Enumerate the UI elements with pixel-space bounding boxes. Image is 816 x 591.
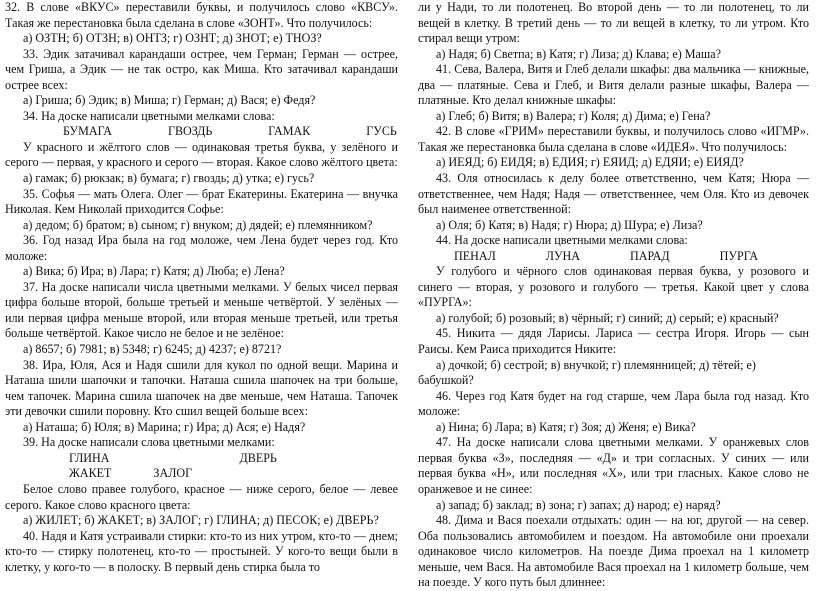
answer-options: а) Гриша; б) Эдик; в) Миша; г) Герман; д) Вася; е) Федя? <box>23 93 316 108</box>
answer-options: а) Наташа; б) Юля; в) Марина; г) Ира; д) Ася; е) Надя? <box>23 419 306 434</box>
question-text: У голубого и чёрного слов одинаковая первая буква, у розового и синего — вторая, у розового и голубого — третья. Какой цвет у слова «ПУРГА»: <box>418 264 809 310</box>
word-list <box>418 249 809 265</box>
answer-options: а) гамак; б) рюкзак; в) бумага; г) гвоздь; д) утка; е) гусь? <box>23 171 315 186</box>
word-item: ЛУНА <box>545 248 581 263</box>
word-list <box>5 466 398 482</box>
question-text: 37. На доске написали числа цветными мелками. У белых чисел первая цифра больше второй, больше третьей и меньше четвёртой. У зелёных — или первая цифра меньше второй, или вторая меньше третьей, или третья больше четвёртой. Какое число не белое и не зелёное: <box>5 279 398 341</box>
word-item: ПУРГА <box>719 248 759 263</box>
word-item: ПАРАД <box>630 248 670 263</box>
answer-options: а) Надя; б) Светпа; в) Катя; г) Лиза; д) Клава; е) Маша? <box>436 46 721 61</box>
question-text: 48. Дима и Вася поехали отдыхать: один — на юг, другой — на север. Оба пользовались автомобилем и поездом. На автомобиле они проехали одинаковое число километров. На поезде Дима проехал на 1 километр меньше, чем Вася. На автомобиле Вася проехал на 1 километр больше, чем на поезде. У кого путь был длиннее: <box>418 513 809 590</box>
word-item: ПЕНАЛ <box>454 248 496 263</box>
word-item: ГУСЬ <box>366 124 397 139</box>
answer-options: а) Нина; б) Лара; в) Катя; г) Зоя; д) Женя; е) Вика? <box>436 419 696 434</box>
answer-options: а) запад; б) заклад; в) зона; г) запах; д) народ; е) наряд? <box>436 497 721 512</box>
word-item: ЖАКЕТ <box>69 466 112 481</box>
question-text: 39. На доске написали слова цветными мелками: <box>23 435 275 450</box>
answer-options: а) Оля; б) Катя; в) Надя; г) Нюра; д) Шура; е) Лиза? <box>436 217 703 232</box>
word-item: ГВОЗДЬ <box>167 124 213 139</box>
answer-options: а) ОЗТН; б) ОТЗН; в) ОНТЗ; г) ОЗНТ; д) ЗНОТ; е) ТНОЗ? <box>23 31 322 46</box>
question-text: 42. В слове «ГРИМ» переставили буквы, и получилось слово «ИГМР». Такая же перестановка была сделана в слове «ИДЕЯ». Что получилось: <box>418 124 809 154</box>
answer-options: а) Вика; б) Ира; в) Лара; г) Катя; д) Люба; е) Лена? <box>23 264 285 279</box>
answer-options: а) Глеб; б) Витя; в) Валера; г) Коля; д) Дима; е) Гена? <box>436 108 711 123</box>
question-text: 46. Через год Катя будет на год старше, чем Лара была год назад. Кто моложе: <box>418 388 809 419</box>
question-text: 36. Год назад Ира была на год моложе, чем Лена будет через год. Кто моложе: <box>5 233 398 263</box>
answer-options: а) голубой; б) розовый; в) чёрный; г) синий; д) серый; е) красный? <box>436 310 779 325</box>
question-text: 40. Надя и Катя устраивали стирки: кто-то из них утром, кто-то — днем; кто-то — стирку полотенец, кто-то — простыней. У кого-то вещи были в клетку, у кого-то — в полоску. В первый день стирка была то <box>5 528 398 574</box>
question-text: 47. На доске написали слова цветными мелками. У оранжевых слов первая буква «З», последняя — «Д» и три согласных. У синих — или первая буква «Н», или последняя «Х», или три гласных. Какое слово не оранжевое и не синее: <box>418 435 809 496</box>
answer-options: а) ИЕЯД; б) ЕИДЯ; в) ЕДИЯ; г) ЕЯИД; д) ЕДЯИ; е) ЕИЯД? <box>436 155 744 170</box>
question-text: 38. Ира, Юля, Ася и Надя сшили для кукол по одной вещи. Марина и Наташа шили шапочки и тапочки. Наташа сшила шапочек на три больше, чем тапочек. Марина сшила шапочек на две меньше, чем Наташа. Тапочек эти девочки сшили поровну. Кто сшил вещей больше всех: <box>5 357 398 419</box>
question-text: Белое слово правее голубого, красное — ниже серого, белое — левее серого. Какое слово красного цвета: <box>5 481 398 512</box>
question-text: 43. Оля относилась к делу более ответственно, чем Катя; Нюра — ответственнее, чем Надя; Надя — ответственнее, чем Оля. Кто из девочек был наименее ответственной: <box>418 171 809 217</box>
right-column <box>418 0 809 591</box>
word-list <box>5 124 398 140</box>
question-text: ли у Нади, то ли полотенец. Во второй день — то ли полотенец, то ли вещей в клетку. В третий день — то ли вещей в клетку, то ли утром. Кто стирал вещи утром: <box>418 0 809 46</box>
left-column <box>5 0 398 575</box>
word-item: ГЛИНА <box>69 450 110 465</box>
question-text: 41. Сева, Валера, Витя и Глеб делали шкафы: два мальчика — книжные, два — платяные. Сева и Глеб, и Витя делали разные шкафы, Валера — платяные. Кто делал книжные шкафы: <box>418 62 809 108</box>
word-list <box>5 451 398 467</box>
question-text: 32. В слове «ВКУС» переставили буквы, и получилось слово «КВСУ». Такая же перестановка была сделана в слове «ЗОНТ». Что получилось: <box>5 0 398 30</box>
word-item: ГАМАК <box>268 124 311 139</box>
word-item: ДВЕРЬ <box>239 450 277 465</box>
word-item: ЗАЛОГ <box>153 466 193 481</box>
answer-options: а) ЖИЛЕТ; б) ЖАКЕТ; в) ЗАЛОГ; г) ГЛИНА; д) ПЕСОК; е) ДВЕРЬ? <box>23 513 379 528</box>
question-text: 44. На доске написали цветными мелками слова: <box>436 233 688 248</box>
answer-options: а) дедом; б) братом; в) сыном; г) внуком; д) дядей; е) племянником? <box>23 217 373 232</box>
question-text: У красного и жёлтого слов — одинаковая третья буква, у зелёного и серого — первая, у красного и серого — вторая. Какое слово жёлтого цвета: <box>5 139 398 170</box>
question-text: 33. Эдик затачивал карандаши острее, чем Герман; Герман — острее, чем Гриша, а Эдик — не так остро, как Миша. Кто затачивал карандаши острее всех: <box>5 46 398 92</box>
question-text: 34. На доске написали цветными мелками слова: <box>23 108 275 123</box>
question-text: 45. Никита — дядя Ларисы. Лариса — сестра Игоря. Игорь — сын Раисы. Кем Раиса приходится Никите: <box>418 326 809 357</box>
answer-options: а) дочкой; б) сестрой; в) внучкой; г) племянницей; д) тётей; е) бабушкой? <box>418 357 756 388</box>
answer-options: а) 8657; б) 7981; в) 5348; г) 6245; д) 4237; е) 8721? <box>23 342 282 357</box>
question-text: 35. Софья — мать Олега. Олег — брат Екатерины. Екатерина — внучка Николая. Кем Николай приходится Софье: <box>5 186 398 217</box>
word-item: БУМАГА <box>63 124 112 139</box>
